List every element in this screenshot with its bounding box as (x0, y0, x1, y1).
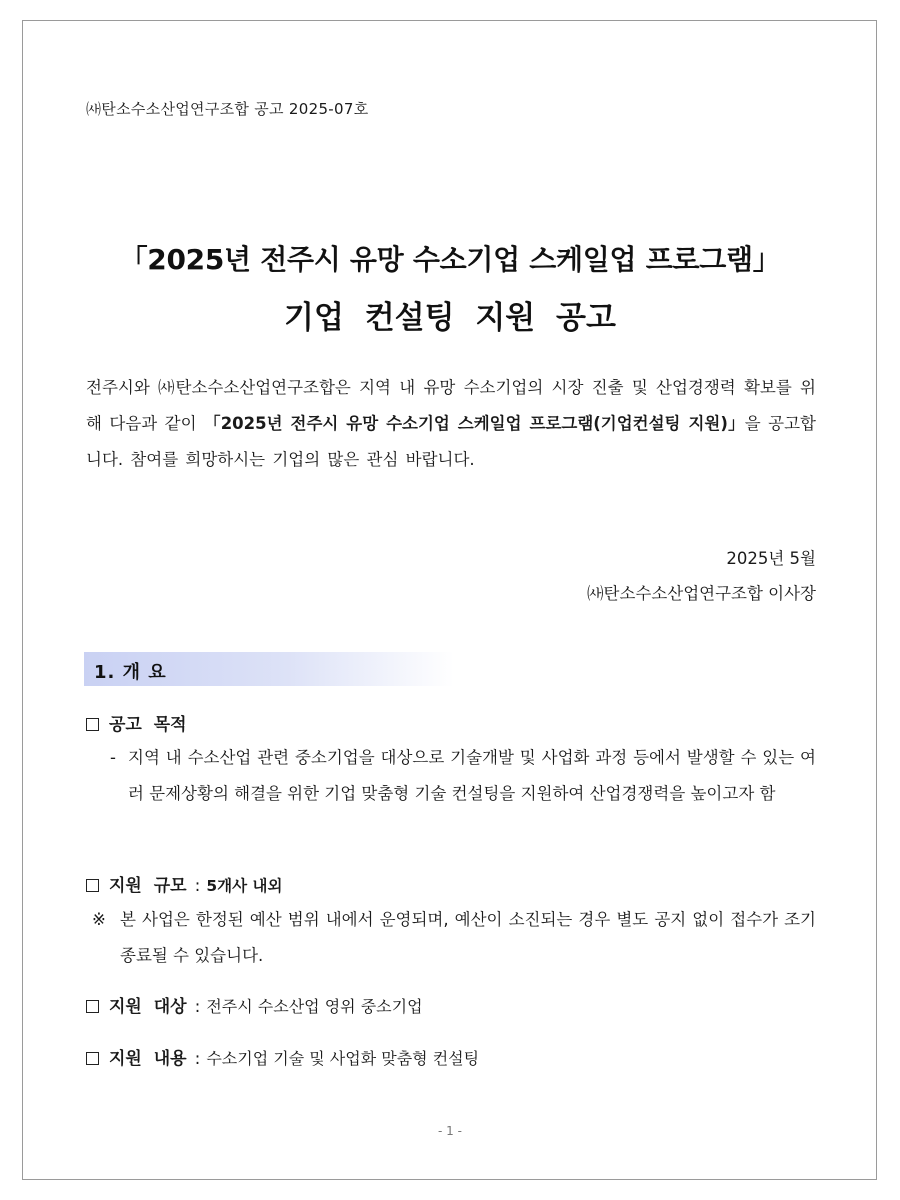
intro-paragraph (86, 370, 816, 478)
item-target-heading (86, 992, 423, 1017)
notice-number: ㈔탄소수소산업연구조합 공고 2025-07호 (86, 100, 369, 118)
section-header-overview (84, 652, 454, 686)
scale-colon: : (194, 876, 201, 896)
title-line-1: 「2025년 전주시 유망 수소기업 스케일업 프로그램」 (119, 243, 781, 276)
issuer: ㈔탄소수소산업연구조합 이사장 (587, 584, 816, 603)
checkbox-square-icon (86, 1052, 99, 1065)
dash-marker: - (110, 748, 116, 767)
scale-note (92, 902, 816, 974)
scale-value: 5개사 내외 (206, 877, 283, 895)
checkbox-square-icon (86, 879, 99, 892)
purpose-bullet (110, 740, 816, 812)
page-number: - 1 - (438, 1124, 462, 1138)
scale-note-text: 본 사업은 한정된 예산 범위 내에서 운영되며, 예산이 소진되는 경우 별도 공지 없이 접수가 조기 종료될 수 있습니다. (120, 910, 816, 965)
intro-text-start: 전주시와 ㈔탄소수소산업연구조합은 지역 내 유망 수소기업의 시장 진출 및 산업경쟁력 확보를 위해 다음과 같이 (86, 378, 816, 433)
content-label: 지원 내용 (109, 1049, 187, 1069)
item-scale-heading (86, 871, 282, 896)
target-value: 전주시 수소산업 영위 중소기업 (206, 997, 423, 1016)
content-colon: : (194, 1049, 201, 1069)
checkbox-square-icon (86, 718, 99, 731)
scale-label: 지원 규모 (109, 876, 187, 896)
section-title: 1. 개 요 (94, 662, 167, 683)
intro-text-end: 을 공고합니다. 참여를 희망하시는 기업의 많은 관심 바랍니다. (86, 414, 816, 469)
target-label: 지원 대상 (109, 997, 187, 1017)
title-line-2: 기업 컨설팅 지원 공고 (284, 300, 616, 336)
announcement-date: 2025년 5월 (726, 549, 816, 568)
intro-program-name: 「2025년 전주시 유망 수소기업 스케일업 프로그램(기업컨설팅 지원)」 (203, 414, 745, 433)
purpose-text: 지역 내 수소산업 관련 중소기업을 대상으로 기술개발 및 사업화 과정 등에서 발생할 수 있는 여러 문제상황의 해결을 위한 기업 맞춤형 기술 컨설팅을 지원하여 산업경쟁력을 높이고자 함 (128, 748, 816, 803)
content-value: 수소기업 기술 및 사업화 맞춤형 컨설팅 (206, 1049, 480, 1068)
reference-mark-icon: ※ (92, 910, 106, 929)
checkbox-square-icon (86, 1000, 99, 1013)
item-purpose-heading (86, 710, 187, 735)
target-colon: : (194, 997, 201, 1017)
purpose-label: 공고 목적 (109, 715, 187, 735)
item-content-heading (86, 1044, 479, 1069)
